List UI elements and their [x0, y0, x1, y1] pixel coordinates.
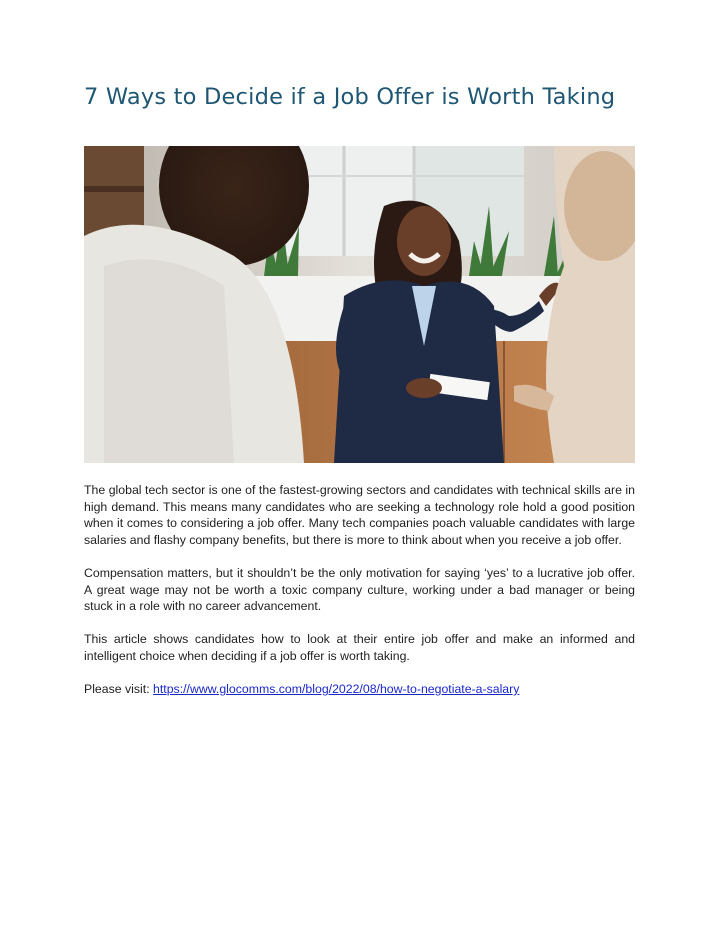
visit-line — [84, 681, 635, 698]
article-body — [84, 482, 635, 714]
article-paragraph-2: Compensation matters, but it shouldn’t be the only motivation for saying ‘yes’ to a lucrative job offer. A great wage may not be worth a toxic company culture, working under a bad manager or being stuck in a role with no career advancement. — [84, 565, 635, 614]
article-paragraph-3: This article shows candidates how to look at their entire job offer and make an informed and intelligent choice when deciding if a job offer is worth taking. — [84, 632, 635, 663]
article-paragraph-1: The global tech sector is one of the fastest-growing sectors and candidates with technical skills are in high demand. This means many candidates who are seeking a technology role hold a good position when it comes to considering a job offer. Many tech companies poach valuable candidates with large salaries and flashy company benefits, but there is more to think about when you receive a job offer. — [84, 483, 635, 547]
article-link[interactable]: https://www.glocomms.com/blog/2022/08/how-to-negotiate-a-salary — [153, 682, 520, 697]
hero-photo — [84, 146, 635, 463]
visit-label: Please visit: — [84, 682, 154, 697]
page-title: 7 Ways to Decide if a Job Offer is Worth Taking — [84, 84, 616, 110]
